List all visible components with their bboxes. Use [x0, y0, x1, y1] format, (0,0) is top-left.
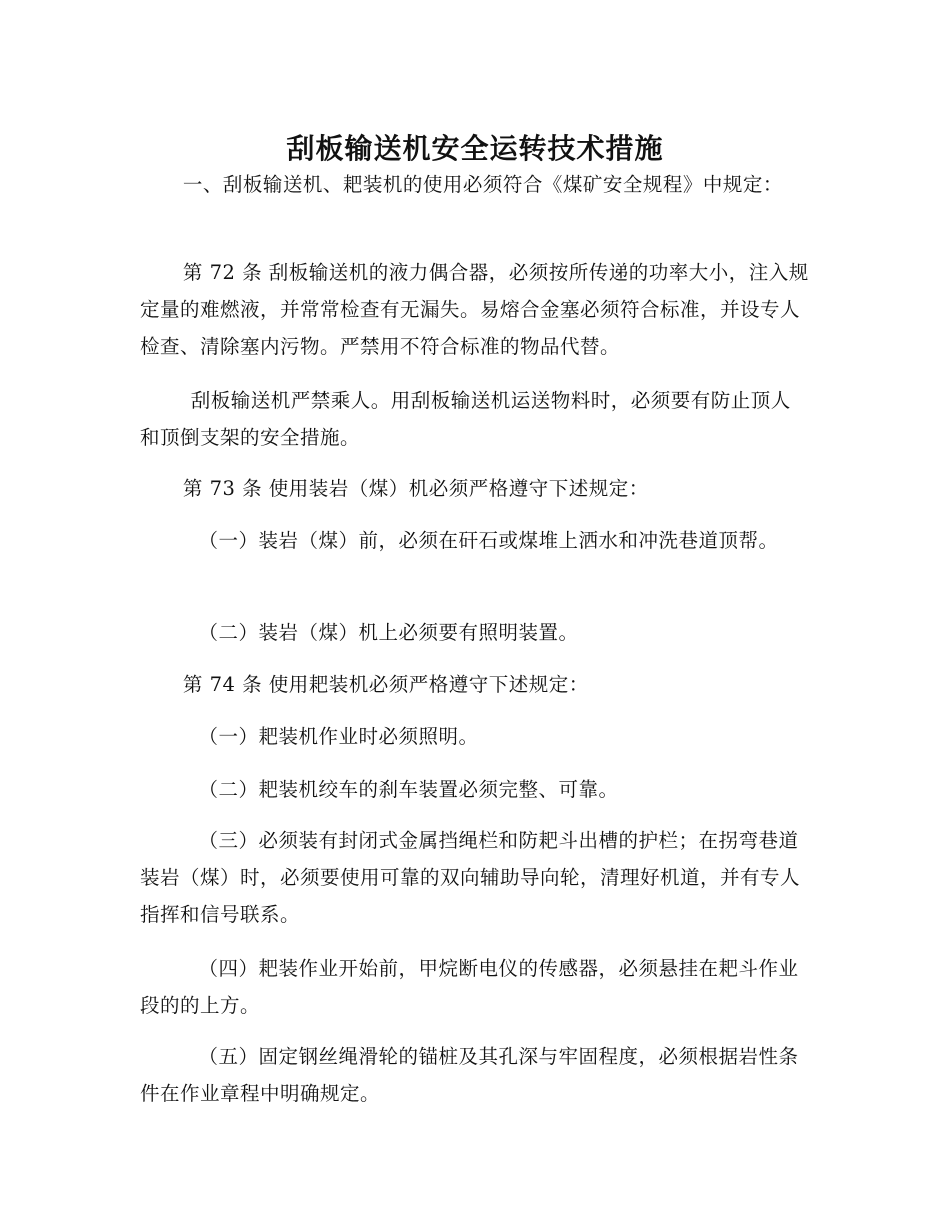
- document-title: 刮板输送机安全运转技术措施: [286, 131, 664, 165]
- list-item-74-4: （四）耙装作业开始前，甲烷断电仪的传感器，必须悬挂在耙斗作业段的的上方。: [140, 957, 799, 1017]
- list-item-74-3: （三）必须装有封闭式金属挡绳栏和防耙斗出槽的护栏；在拐弯巷道装岩（煤）时，必须要使用可靠的双向辅助导向轮，清理好机道，并有专人指挥和信号联系。: [140, 829, 801, 926]
- paragraph-article-73: 第 73 条 使用装岩（煤）机必须严格遵守下述规定：: [182, 477, 649, 500]
- list-item-73-2: （二）装岩（煤）机上必须要有照明装置。: [198, 621, 579, 644]
- paragraph-no-riders: 刮板输送机严禁乘人。用刮板输送机运送物料时，必须要有防止顶人和顶倒支架的安全措施。: [140, 389, 791, 449]
- paragraph-article-74: 第 74 条 使用耙装机必须严格遵守下述规定：: [182, 673, 589, 696]
- list-item-74-2: （二）耙装机绞车的刹车装置必须完整、可靠。: [198, 778, 619, 801]
- paragraph-article-72: 第 72 条 刮板输送机的液力偶合器，必须按所传递的功率大小，注入规定量的难燃液，并常常检查有无漏失。易熔合金塞必须符合标准，并设专人检查、清除塞内污物。严禁用不符合标准的物品代替。: [140, 261, 809, 358]
- list-item-74-5: （五）固定钢丝绳滑轮的锚桩及其孔深与牢固程度，必须根据岩性条件在作业章程中明确规定。: [140, 1045, 799, 1105]
- paragraph-intro: 一、刮板输送机、耙装机的使用必须符合《煤矿安全规程》中规定：: [182, 173, 783, 196]
- list-item-74-1: （一）耙装机作业时必须照明。: [198, 725, 479, 748]
- list-item-73-1: （一）装岩（煤）前，必须在矸石或煤堆上洒水和冲洗巷道顶帮。: [198, 529, 779, 552]
